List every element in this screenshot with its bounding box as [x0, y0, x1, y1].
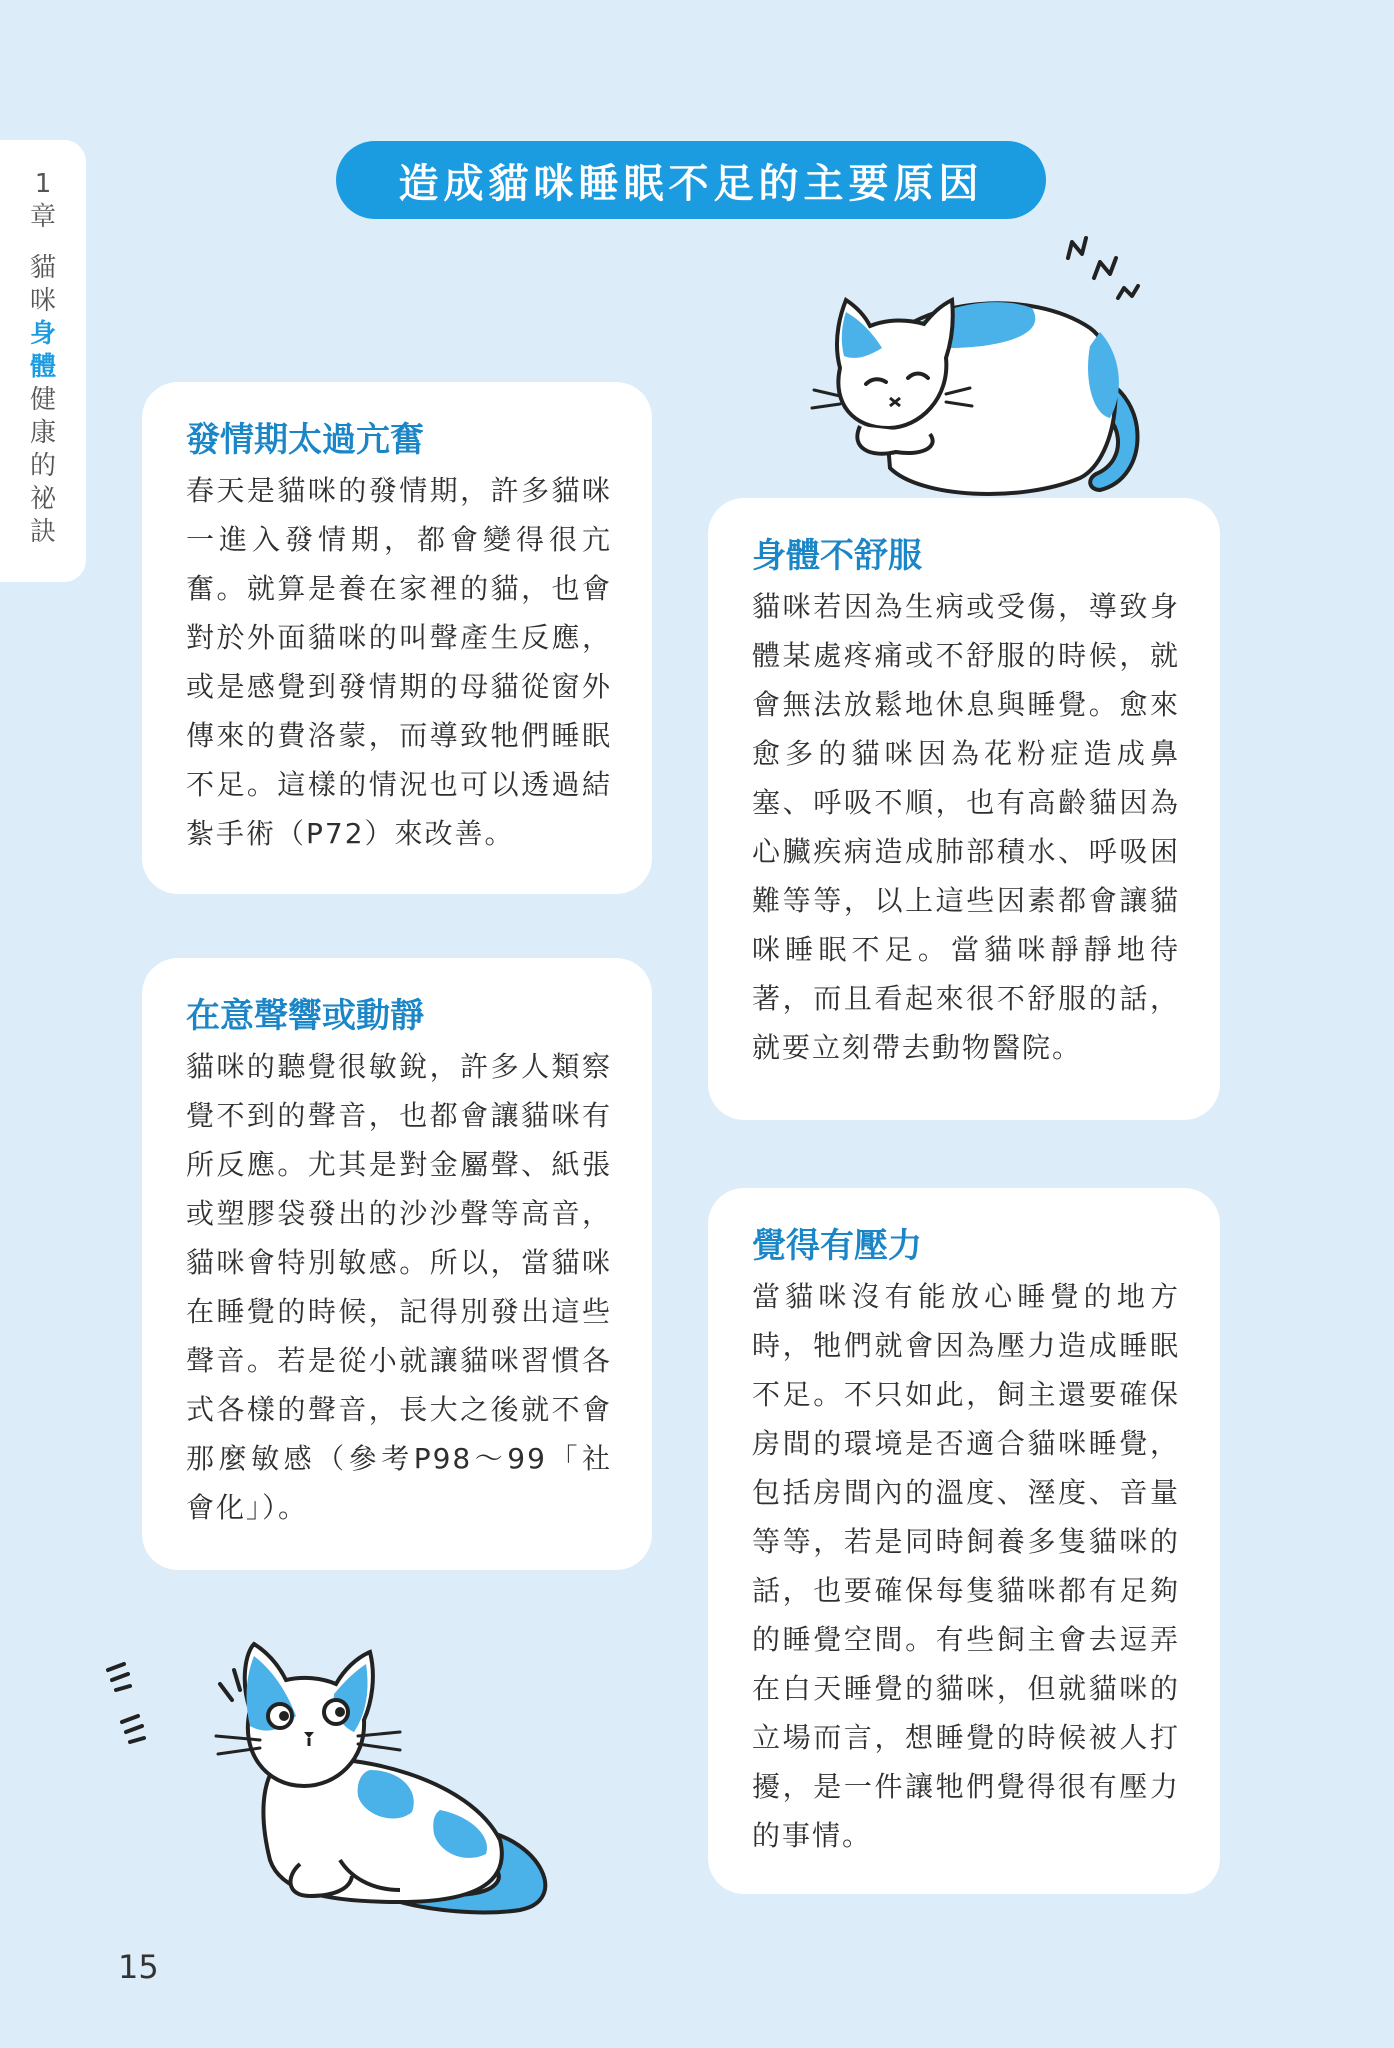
card-heading: 在意聲響或動靜	[186, 996, 424, 1036]
card-body-text: 當貓咪沒有能放心睡覺的地方時，牠們就會因為壓力造成睡眠不足。不只如此，飼主還要確保房間的環境是否適合貓咪睡覺，包括房間內的溫度、溼度、音量等等，若是同時飼養多隻貓咪的話，也要確保每隻貓咪都有足夠的睡覺空間。有些飼主會去逗弄在白天睡覺的貓咪，但就貓咪的立場而言，想睡覺的時候被人打擾，是一件讓牠們覺得很有壓力的事情。	[752, 1280, 1180, 1852]
chapter-title-char: 健	[29, 385, 56, 415]
chapter-label: 章	[29, 202, 56, 232]
reason-card-noise	[142, 958, 652, 1570]
alert-cat-illustration	[100, 1640, 620, 1920]
reason-card-heat-period	[142, 382, 652, 894]
main-title: 造成貓咪睡眠不足的主要原因	[336, 141, 1046, 219]
chapter-title-char: 貓	[29, 253, 56, 283]
page-number: 15	[118, 1948, 159, 1986]
chapter-title-char: 咪	[29, 286, 56, 316]
chapter-title-char: 的	[29, 451, 56, 481]
chapter-number: 1	[34, 169, 52, 199]
chapter-title-char-highlight: 體	[29, 352, 56, 382]
card-heading: 發情期太過亢奮	[186, 420, 424, 460]
reason-card-stress	[708, 1188, 1220, 1894]
chapter-side-tab	[0, 140, 86, 582]
chapter-title-char: 祕	[29, 484, 56, 514]
card-body-text: 春天是貓咪的發情期，許多貓咪一進入發情期，都會變得很亢奮。就算是養在家裡的貓，也會對於外面貓咪的叫聲產生反應，或是感覺到發情期的母貓從窗外傳來的費洛蒙，而導致牠們睡眠不足。這樣的情況也可以透過結紮手術（P72）來改善。	[186, 474, 612, 850]
chapter-title-char: 康	[29, 418, 56, 448]
chapter-title-char: 訣	[29, 517, 56, 547]
card-body-text: 貓咪若因為生病或受傷，導致身體某處疼痛或不舒服的時候，就會無法放鬆地休息與睡覺。愈來愈多的貓咪因為花粉症造成鼻塞、呼吸不順，也有高齡貓因為心臟疾病造成肺部積水、呼吸困難等等，以上這些因素都會讓貓咪睡眠不足。當貓咪靜靜地待著，而且看起來很不舒服的話，就要立刻帶去動物醫院。	[752, 590, 1180, 1064]
sleeping-cat-illustration	[800, 228, 1180, 528]
reason-card-unwell	[708, 498, 1220, 1120]
card-body-text: 貓咪的聽覺很敏銳，許多人類察覺不到的聲音，也都會讓貓咪有所反應。尤其是對金屬聲、紙張或塑膠袋發出的沙沙聲等高音，貓咪會特別敏感。所以，當貓咪在睡覺的時候，記得別發出這些聲音。若是從小就讓貓咪習慣各式各樣的聲音，長大之後就不會那麼敏感（參考P98～99「社會化」）。	[186, 1050, 612, 1524]
card-heading: 覺得有壓力	[752, 1226, 922, 1266]
chapter-title-char-highlight: 身	[29, 319, 56, 349]
card-heading: 身體不舒服	[752, 536, 922, 576]
